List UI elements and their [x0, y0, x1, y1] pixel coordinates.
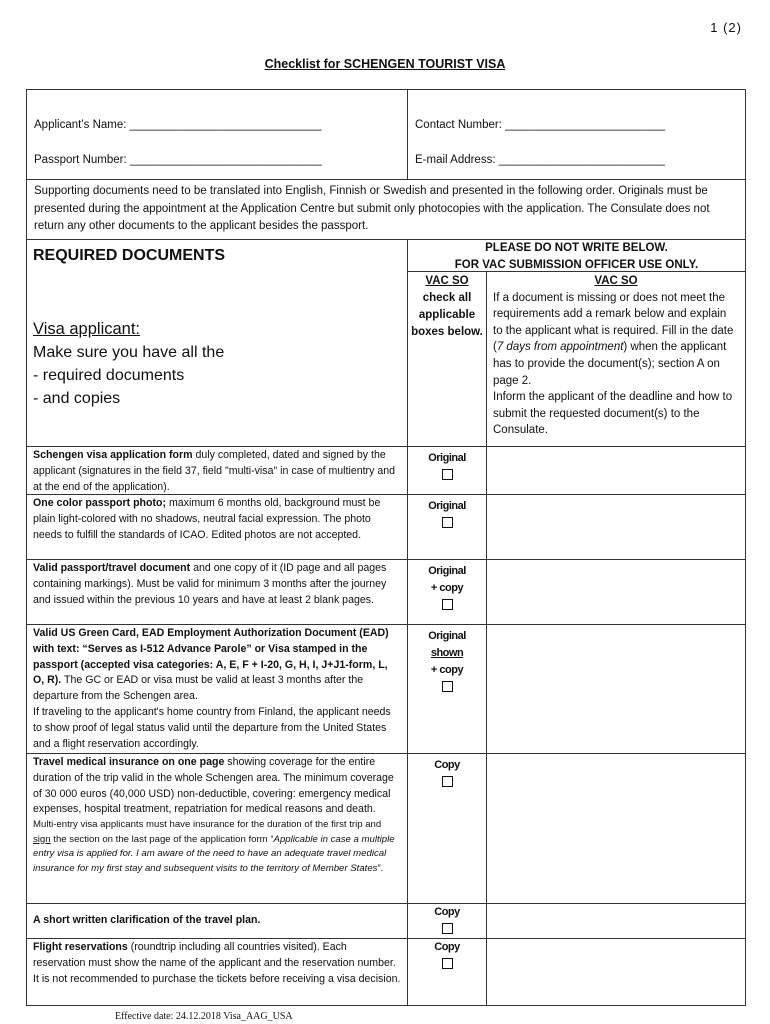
vac-so-column-header: VAC SO check all applicable boxes below.: [408, 272, 487, 446]
email-address-field[interactable]: E-mail Address: __________________________: [415, 154, 666, 166]
document-description: Valid passport/travel document and one copy of it (ID page and all pages containing markings). Must be valid for minimum 3 months after the journey and issued within the previous 10 years and have at least 2 blank pages.: [27, 560, 408, 624]
vac-so-cell: Copy: [408, 939, 487, 1005]
checkbox[interactable]: [442, 599, 453, 610]
checkbox[interactable]: [442, 469, 453, 480]
vac-so-cell: Copy: [408, 754, 487, 903]
document-description: Flight reservations (roundtrip including all countries visited). Each reservation must show the name of the applicant and the reservation number. It is not recommended to purchase the tickets before receiving a visa decision.: [27, 939, 408, 1005]
required-documents-heading: REQUIRED DOCUMENTS: [33, 247, 226, 264]
remark-cell[interactable]: [487, 754, 745, 903]
document-description: Schengen visa application form duly completed, dated and signed by the applicant (signatures in the field 37, field "multi-visa" in case of multientry and at the end of the application).: [27, 447, 408, 494]
table-header: [27, 240, 745, 447]
remark-cell[interactable]: [487, 939, 745, 1005]
footer-effective-date: Effective date: 24.12.2018 Visa_AAG_USA: [115, 1011, 293, 1022]
table-row: [27, 625, 745, 754]
remarks-column-header: VAC SO If a document is missing or does not meet the requirements add a remark below and explain to the applicant what is required. Fill in the date (7 days from appointment) when the applicant has to provide the document(s); section A on page 2. Inform the applicant of the deadline and how to submit the requested document(s) to the Consulate.: [493, 275, 734, 437]
checkbox[interactable]: [442, 681, 453, 692]
table-row: [27, 754, 745, 904]
document-description: A short written clarification of the travel plan.: [27, 904, 408, 938]
remark-cell[interactable]: [487, 495, 745, 559]
vac-so-cell: Original + copy: [408, 560, 487, 624]
vac-so-cell: Copy: [408, 904, 487, 938]
passport-number-field[interactable]: Passport Number: ______________________________: [34, 154, 322, 166]
checkbox[interactable]: [442, 958, 453, 969]
officer-use-notice: PLEASE DO NOT WRITE BELOW. FOR VAC SUBMISSION OFFICER USE ONLY.: [408, 240, 745, 272]
document-description: One color passport photo; maximum 6 months old, background must be plain light-colored with no shadows, neutral facial expression. The photo needs to fulfill the standards of ICAO. Edited photos are not accepted.: [27, 495, 408, 559]
page-title: Checklist for SCHENGEN TOURIST VISA: [264, 57, 506, 71]
checklist-table: [26, 89, 746, 1006]
table-row: [27, 560, 745, 625]
checkbox[interactable]: [442, 923, 453, 934]
applicant-name-field[interactable]: Applicant’s Name: ______________________________: [34, 119, 322, 131]
document-description: Valid US Green Card, EAD Employment Authorization Document (EAD) with text: “Serves as I-512 Advance Parole” or Visa stamped in the passport (accepted visa categories: A, E, F + I-20, G, H, I, J+J1-form, L, O, R). The GC or EAD or visa must be valid at least 3 months after the departure from the Schengen area. If traveling to the applicant's home country from Finland, the applicant needs to show proof of legal status valid until the departure from the United States and a flight reservation accordingly.: [27, 625, 408, 753]
make-sure-note: Make sure you have all the - required documents - and copies: [33, 344, 225, 407]
checkbox[interactable]: [442, 517, 453, 528]
table-row: [27, 495, 745, 560]
visa-applicant-heading: Visa applicant:: [33, 320, 141, 338]
table-row: [27, 939, 745, 1005]
intro-text: Supporting documents need to be translated into English, Finnish or Swedish and presented in the following order. Originals must be presented during the appointment at the Application Centre but submit only photocopies with the application. The Consulate does not return any other documents to the applicant besides the passport.: [27, 180, 745, 240]
checkbox[interactable]: [442, 776, 453, 787]
table-row: [27, 904, 745, 939]
vac-so-cell: Original: [408, 495, 487, 559]
remark-cell[interactable]: [487, 560, 745, 624]
document-description: Travel medical insurance on one page showing coverage for the entire duration of the trip valid in the whole Schengen area. The minimum coverage of 30 000 euros (40,000 USD) non-deductible, covering: emergency medical expenses, hospital treatment, repatriation for medical reasons and death. Multi-entry visa applicants must have insurance for the duration of the first trip and sign the section on the last page of the application form “Applicable in case a multiple entry visa is applied for. I am aware of the need to have an adequate travel medical insurance for my first stay and subsequent visits to the territory of Member States”.: [27, 754, 408, 903]
contact-number-field[interactable]: Contact Number: _________________________: [415, 119, 666, 131]
remark-cell[interactable]: [487, 447, 745, 494]
vac-so-cell: Original: [408, 447, 487, 494]
table-row: [27, 447, 745, 495]
page-number: 1 (2): [710, 20, 742, 35]
vac-so-cell: Original shown + copy: [408, 625, 487, 753]
remark-cell[interactable]: [487, 904, 745, 938]
remark-cell[interactable]: [487, 625, 745, 753]
applicant-info: [27, 90, 745, 180]
